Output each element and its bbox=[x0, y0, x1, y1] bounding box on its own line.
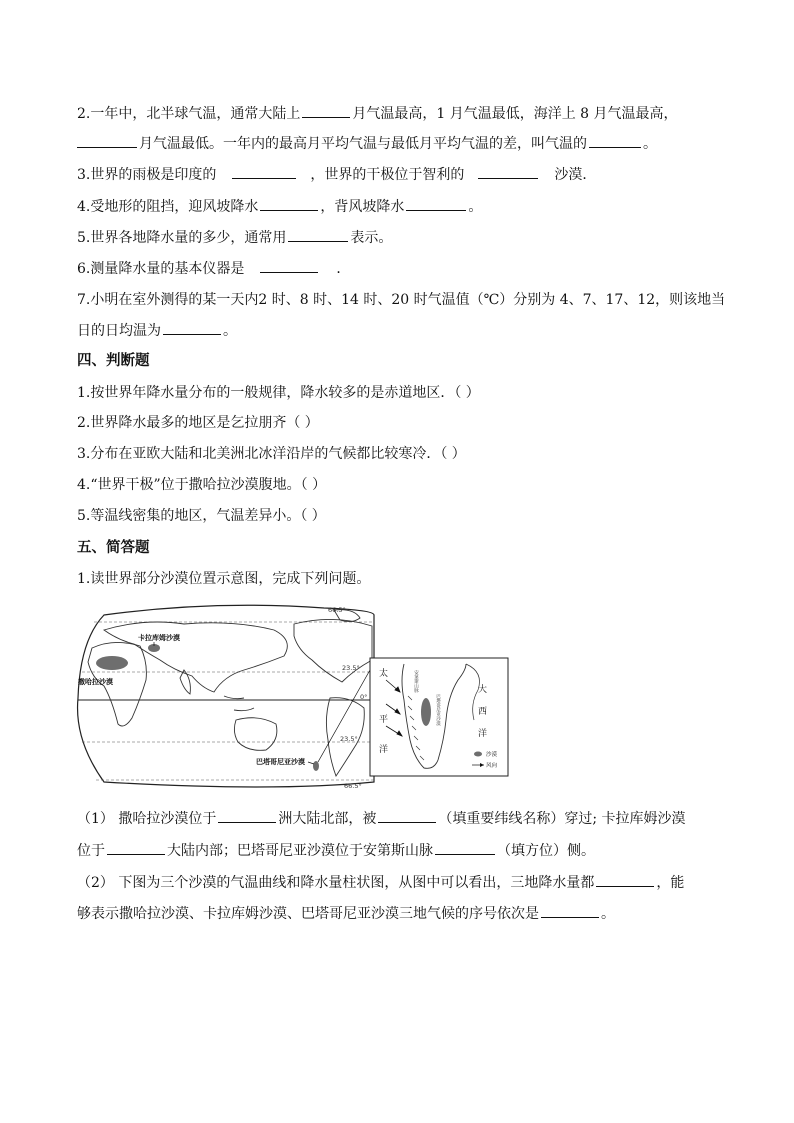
judge-item: 1.按世界年降水量分布的一般规律，降水较多的是赤道地区．（ ） bbox=[77, 385, 480, 401]
lat-label: 23.5° bbox=[340, 735, 358, 743]
q7-text-a: 7.小明在室外测得的某一天内2 时、8 时、14 时、20 时气温值（℃）分别为 4、7、17、12，则该地当 bbox=[77, 292, 726, 308]
sahara-label: 撒哈拉沙漠 bbox=[78, 678, 113, 686]
judge-item: 5.等温线密集的地区，气温差异小。（ ） bbox=[77, 508, 326, 524]
q5-text-a: 5.世界各地降水量的多少，通常用 bbox=[77, 230, 287, 246]
sub-question-1-line-1 bbox=[77, 808, 686, 829]
lat-label: 23.5° bbox=[342, 664, 360, 672]
blank[interactable] bbox=[260, 196, 318, 211]
blank[interactable] bbox=[596, 872, 654, 887]
legend-desert-label: 沙漠 bbox=[486, 752, 498, 758]
blank[interactable] bbox=[288, 227, 348, 242]
blank[interactable] bbox=[378, 808, 436, 823]
andes-label: 安第斯山脉 bbox=[413, 670, 419, 693]
sub2-text-d: 。 bbox=[601, 906, 615, 922]
question-7-line-1 bbox=[77, 290, 725, 310]
world-desert-map bbox=[74, 600, 514, 790]
section-5-question-1: 1.读世界部分沙漠位置示意图，完成下列问题。 bbox=[77, 571, 371, 587]
question-5 bbox=[77, 227, 392, 248]
q7-text-b: 日的日均温为 bbox=[77, 323, 161, 339]
sub2-text-b: ，能 bbox=[656, 875, 685, 891]
blank[interactable] bbox=[589, 133, 641, 148]
q2-text-b: 月气温最高，1 月气温最低，海洋上 8 月气温最高， bbox=[352, 106, 678, 122]
question-6 bbox=[77, 258, 350, 279]
inset-pacific-char: 平 bbox=[379, 715, 389, 725]
question-2-line-2 bbox=[77, 133, 657, 154]
inset-atlantic-char: 洋 bbox=[478, 729, 488, 739]
sub-question-2-line-2 bbox=[77, 903, 615, 924]
blank[interactable] bbox=[218, 808, 276, 823]
q5-text-b: 表示。 bbox=[350, 230, 393, 246]
inset-pacific-char: 洋 bbox=[379, 745, 389, 755]
sub1-text-d: 位于 bbox=[77, 843, 105, 859]
blank[interactable] bbox=[406, 196, 466, 211]
world-desert-map-svg bbox=[74, 600, 514, 790]
sahara-desert-shape bbox=[96, 656, 128, 670]
patagonia-desert-shape bbox=[313, 761, 319, 771]
q2-text-c: 月气温最低。一年内的最高月平均气温与最低月平均气温的差，叫气温的 bbox=[139, 136, 587, 152]
legend-desert-swatch bbox=[474, 752, 482, 757]
question-2-line-1 bbox=[77, 103, 678, 124]
blank[interactable] bbox=[260, 258, 318, 273]
sub2-text-c: 够表示撒哈拉沙漠、卡拉库姆沙漠、巴塔哥尼亚沙漠三地气候的序号依次是 bbox=[77, 906, 539, 922]
judge-item: 2.世界降水最多的地区是乞拉朋齐（ ） bbox=[77, 415, 319, 431]
judge-item: 4.“世界干极”位于撒哈拉沙漠腹地。（ ） bbox=[77, 477, 327, 493]
q7-text-c: 。 bbox=[223, 323, 237, 339]
sub1-text-f: （填方位）侧。 bbox=[497, 843, 595, 859]
blank[interactable] bbox=[541, 903, 599, 918]
blank[interactable] bbox=[478, 164, 538, 179]
q3-text-a: 3.世界的雨极是印度的 bbox=[77, 167, 217, 183]
blank[interactable] bbox=[232, 164, 296, 179]
lat-label: 66.5° bbox=[344, 782, 362, 790]
karakum-label: 卡拉库姆沙漠 bbox=[138, 634, 180, 642]
lat-label: 66.5° bbox=[328, 606, 346, 614]
sub-question-1-line-2 bbox=[77, 840, 595, 861]
question-4 bbox=[77, 196, 482, 217]
sub-question-2-line-1 bbox=[77, 872, 684, 893]
blank[interactable] bbox=[77, 133, 137, 148]
q3-text-b: ，世界的干极位于智利的 bbox=[310, 167, 465, 183]
blank[interactable] bbox=[302, 103, 350, 118]
q6-text-a: 6.测量降水量的基本仪器是 bbox=[77, 261, 245, 277]
judge-item: 3.分布在亚欧大陆和北美洲北冰洋沿岸的气候都比较寒冷．（ ） bbox=[77, 446, 466, 462]
legend-wind-label: 风向 bbox=[486, 763, 498, 769]
q4-text-b: ，背风坡降水 bbox=[320, 199, 405, 215]
sub1-text-e: 大陆内部；巴塔哥尼亚沙漠位于安第斯山脉 bbox=[167, 843, 433, 859]
q2-text-d: 。 bbox=[643, 136, 657, 152]
inset-atlantic-char: 大 bbox=[478, 685, 488, 695]
blank[interactable] bbox=[107, 840, 165, 855]
section-5-title: 五、简答题 bbox=[77, 540, 150, 556]
q4-text-c: 。 bbox=[468, 199, 483, 215]
q4-text-a: 4.受地形的阻挡，迎风坡降水 bbox=[77, 199, 259, 215]
q3-text-c: 沙漠． bbox=[554, 167, 597, 183]
inset-desert-label: 巴塔哥尼亚沙漠 bbox=[435, 694, 441, 726]
section-4-title: 四、判断题 bbox=[77, 353, 150, 369]
inset-atlantic-char: 西 bbox=[478, 707, 488, 717]
sub1-text-c: （填重要纬线名称）穿过; 卡拉库姆沙漠 bbox=[438, 811, 686, 827]
blank[interactable] bbox=[435, 840, 495, 855]
question-7-line-2 bbox=[77, 320, 237, 341]
blank[interactable] bbox=[163, 320, 221, 335]
sub2-text-a: （2） 下图为三个沙漠的气温曲线和降水量柱状图，从图中可以看出，三地降水量都 bbox=[77, 875, 595, 891]
inset-desert-shape bbox=[421, 698, 431, 726]
map-border bbox=[78, 605, 374, 787]
inset-pacific-char: 太 bbox=[379, 669, 389, 679]
sub1-text-a: （1） 撒哈拉沙漠位于 bbox=[77, 811, 217, 827]
patagonia-label: 巴塔哥尼亚沙漠 bbox=[256, 758, 305, 766]
q6-text-b: ． bbox=[336, 261, 351, 277]
sub1-text-b: 洲大陆北部，被 bbox=[278, 811, 377, 827]
lat-label: 0° bbox=[360, 693, 368, 701]
q2-text-a: 2.一年中，北半球气温，通常大陆上 bbox=[77, 106, 301, 122]
question-3 bbox=[77, 164, 596, 185]
